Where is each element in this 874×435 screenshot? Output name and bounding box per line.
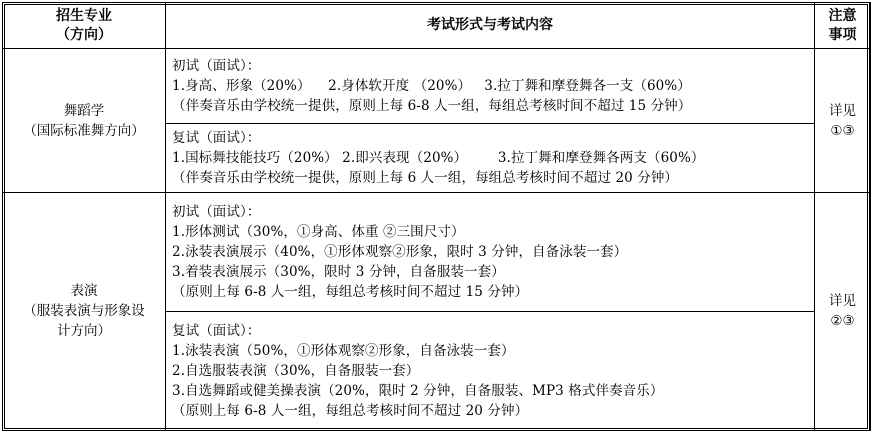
exam-table: [2, 2, 871, 431]
round-line: 1.形体测试（30%，①身高、体重 ②三围尺寸）: [172, 224, 465, 241]
header-note: [815, 3, 871, 49]
round-line: （伴奏音乐由学校统一提供，原则上每 6-8 人一组，每组总考核时间不超过 15 分钟）: [172, 97, 692, 114]
round-cell-performance-first: [166, 192, 815, 312]
table-row: [3, 49, 871, 123]
table-header-row: [3, 3, 871, 49]
note-text: 详见: [829, 293, 856, 310]
note-text: 详见: [829, 102, 856, 119]
header-major-line2: （方向）: [56, 26, 112, 43]
round-cell-performance-second: [166, 312, 815, 431]
round-cell-dance-second: [166, 123, 815, 192]
major-name: 舞蹈学: [63, 102, 105, 119]
round-line: 2.自选服装表演（30%，自备服装一套）: [172, 363, 420, 380]
header-note-line1: 注意: [828, 7, 857, 24]
major-direction: （国际标准舞方向）: [23, 122, 145, 139]
major-cell-dance: [3, 49, 166, 193]
note-refs: ②③: [830, 313, 855, 330]
note-cell-dance: [815, 49, 871, 193]
note-refs: ①③: [830, 122, 855, 139]
round-title: 复试（面试）：: [172, 323, 261, 340]
major-direction-cont: 计方向）: [57, 323, 111, 340]
round-line: 3.着装表演展示（30%，限时 3 分钟，自备服装一套）: [172, 264, 505, 281]
round-line: （伴奏音乐由学校统一提供，原则上每 6 人一组，每组总考核时间不超过 20 分钟）: [172, 169, 679, 186]
round-line: 1.身高、形象（20%） 2.身体软开度 （20%） 3.拉丁舞和摩登舞各一支（60%）: [172, 77, 691, 94]
round-cell-dance-first: [166, 49, 815, 123]
header-note-line2: 事项: [828, 26, 857, 43]
major-cell-performance: [3, 192, 166, 430]
round-line: 2.泳装表演展示（40%，①形体观察②形象，限时 3 分钟，自备泳装一套）: [172, 244, 628, 261]
round-title: 初试（面试）：: [172, 204, 261, 221]
round-line: 3.自选舞蹈或健美操表演（20%，限时 2 分钟，自备服装、MP3 格式伴奏音乐）: [172, 383, 664, 400]
major-name: 表演: [70, 283, 98, 300]
round-line: 1.国标舞技能技巧（20%） 2.即兴表现（20%） 3.拉丁舞和摩登舞各两支（60%）: [172, 149, 705, 166]
round-line: （原则上每 6-8 人一组，每组总考核时间不超过 15 分钟）: [172, 284, 529, 301]
header-major: [3, 3, 166, 49]
header-content: 考试形式与考试内容: [166, 3, 815, 49]
note-cell-performance: [815, 192, 871, 430]
round-line: （原则上每 6-8 人一组，每组总考核时间不超过 20 分钟）: [172, 403, 529, 420]
table-row: [3, 192, 871, 312]
round-line: 1.泳装表演（50%，①形体观察②形象，自备泳装一套）: [172, 343, 515, 360]
round-title: 初试（面试）：: [172, 57, 261, 74]
major-direction: （服装表演与形象设: [23, 303, 145, 320]
header-major-line1: 招生专业: [56, 7, 112, 24]
round-title: 复试（面试）：: [172, 129, 261, 146]
